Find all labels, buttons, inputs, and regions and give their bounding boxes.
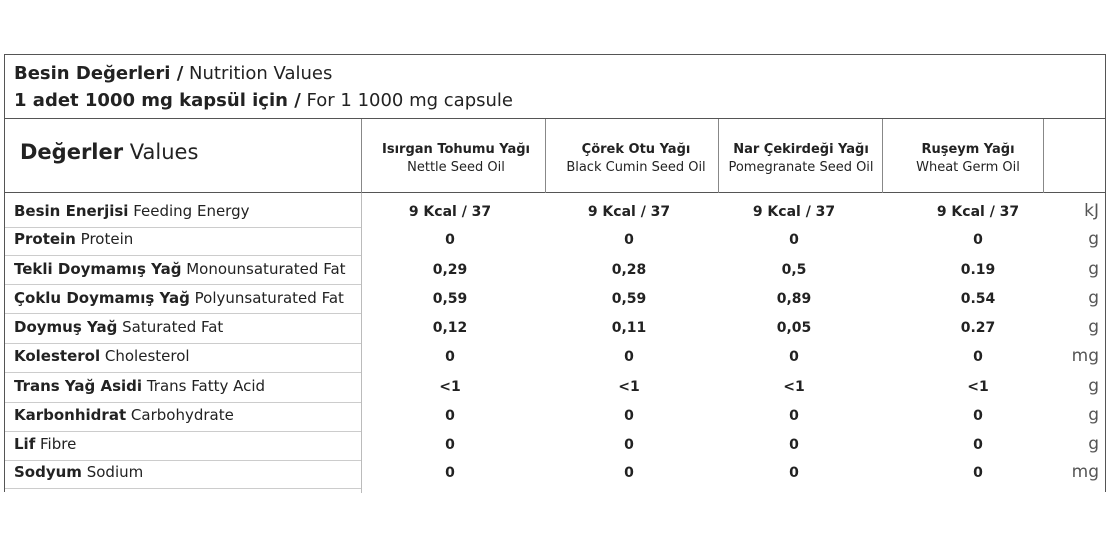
cell-value: 0,11: [611, 320, 647, 336]
cell-value: 0: [789, 349, 799, 365]
table-row: [5, 402, 1105, 431]
cell-value: 0: [624, 465, 634, 481]
row-label: Sodyum Sodium: [14, 463, 144, 481]
values-header: [20, 140, 198, 164]
cell-value: 0: [789, 465, 799, 481]
cell-value: 0,12: [432, 320, 468, 336]
cell-value: 9 Kcal / 37: [587, 204, 671, 220]
column-header-tr: Çörek Otu Yağı: [581, 142, 691, 157]
cell-value: 0: [973, 349, 983, 365]
column-header-tr: Nar Çekirdeği Yağı: [733, 142, 869, 157]
values-header-tr: Değerler: [20, 140, 124, 164]
row-unit: g: [1088, 288, 1099, 308]
cell-value: 0,59: [611, 291, 647, 307]
table-row: [5, 343, 1105, 372]
cell-value: 0: [789, 232, 799, 248]
row-label: Lif Fibre: [14, 435, 77, 453]
row-label: Besin Enerjisi Feeding Energy: [14, 202, 250, 220]
table-row: [5, 314, 1105, 343]
row-unit: g: [1088, 405, 1099, 425]
column-divider: [718, 119, 719, 193]
column-divider: [361, 119, 362, 193]
table-row: [5, 198, 1105, 227]
cell-value: 0: [973, 408, 983, 424]
serving-tr: 1 adet 1000 mg kapsül için /: [14, 90, 301, 111]
cell-value: 9 Kcal / 37: [752, 204, 836, 220]
table-row: [5, 459, 1105, 488]
cell-value: 9 Kcal / 37: [936, 204, 1020, 220]
row-unit: g: [1088, 434, 1099, 454]
table-row: [5, 431, 1105, 460]
table-row: [5, 285, 1105, 314]
column-header-tr: Isırgan Tohumu Yağı: [382, 142, 530, 157]
column-header-wheat-germ: [905, 141, 1031, 177]
column-header-en: Pomegranate Seed Oil: [728, 160, 874, 175]
row-label: Doymuş Yağ Saturated Fat: [14, 318, 224, 336]
cell-value: 0: [624, 232, 634, 248]
cell-value: 9 Kcal / 37: [408, 204, 492, 220]
table-row: [5, 226, 1105, 255]
cell-value: 0.27: [960, 320, 996, 336]
serving-en: For 1 1000 mg capsule: [306, 90, 513, 111]
column-header-tr: Ruşeym Yağı: [921, 142, 1015, 157]
cell-value: 0.19: [960, 262, 996, 278]
title-tr: Besin Değerleri /: [14, 63, 184, 84]
row-divider: [5, 488, 361, 489]
cell-value: <1: [967, 379, 989, 395]
values-header-en: Values: [129, 140, 199, 164]
cell-value: 0: [973, 437, 983, 453]
cell-value: 0,59: [432, 291, 468, 307]
row-label: Trans Yağ Asidi Trans Fatty Acid: [14, 377, 266, 395]
table-title-line-1: [14, 63, 332, 85]
cell-value: 0: [973, 465, 983, 481]
cell-value: 0.54: [960, 291, 996, 307]
cell-value: 0: [445, 437, 455, 453]
row-label: Kolesterol Cholesterol: [14, 347, 190, 365]
row-unit: g: [1088, 317, 1099, 337]
cell-value: 0: [789, 408, 799, 424]
cell-value: <1: [439, 379, 461, 395]
table-row: [5, 256, 1105, 285]
cell-value: 0: [624, 437, 634, 453]
column-header-en: Black Cumin Seed Oil: [566, 160, 706, 175]
row-label: Protein Protein: [14, 230, 134, 248]
row-unit: mg: [1071, 462, 1099, 482]
cell-value: 0,5: [781, 262, 807, 278]
table-title-block: [5, 55, 1105, 119]
cell-value: 0,05: [776, 320, 812, 336]
cell-value: <1: [783, 379, 805, 395]
row-label: Çoklu Doymamış Yağ Polyunsaturated Fat: [14, 289, 344, 307]
nutrition-table: [4, 54, 1106, 492]
cell-value: 0,28: [611, 262, 647, 278]
row-unit: kJ: [1084, 201, 1099, 221]
cell-value: 0: [973, 232, 983, 248]
column-header-en: Wheat Germ Oil: [916, 160, 1020, 175]
column-divider: [882, 119, 883, 193]
column-header-en: Nettle Seed Oil: [407, 160, 505, 175]
cell-value: 0: [624, 349, 634, 365]
cell-value: 0,89: [776, 291, 812, 307]
row-unit: g: [1088, 259, 1099, 279]
cell-value: <1: [618, 379, 640, 395]
table-row: [5, 373, 1105, 402]
table-title-line-2: [14, 90, 513, 112]
row-unit: g: [1088, 376, 1099, 396]
cell-value: 0: [445, 465, 455, 481]
row-label: Tekli Doymamış Yağ Monounsaturated Fat: [14, 260, 346, 278]
cell-value: 0: [624, 408, 634, 424]
title-en: Nutrition Values: [189, 63, 333, 84]
row-unit: g: [1088, 229, 1099, 249]
cell-value: 0: [445, 349, 455, 365]
column-header-black-cumin: [557, 141, 715, 177]
column-header-nettle: [381, 141, 531, 177]
cell-value: 0: [789, 437, 799, 453]
cell-value: 0,29: [432, 262, 468, 278]
row-label: Karbonhidrat Carbohydrate: [14, 406, 234, 424]
column-divider: [1043, 119, 1044, 193]
column-header-pomegranate: [721, 141, 881, 177]
column-divider: [545, 119, 546, 193]
cell-value: 0: [445, 408, 455, 424]
cell-value: 0: [445, 232, 455, 248]
row-unit: mg: [1071, 346, 1099, 366]
